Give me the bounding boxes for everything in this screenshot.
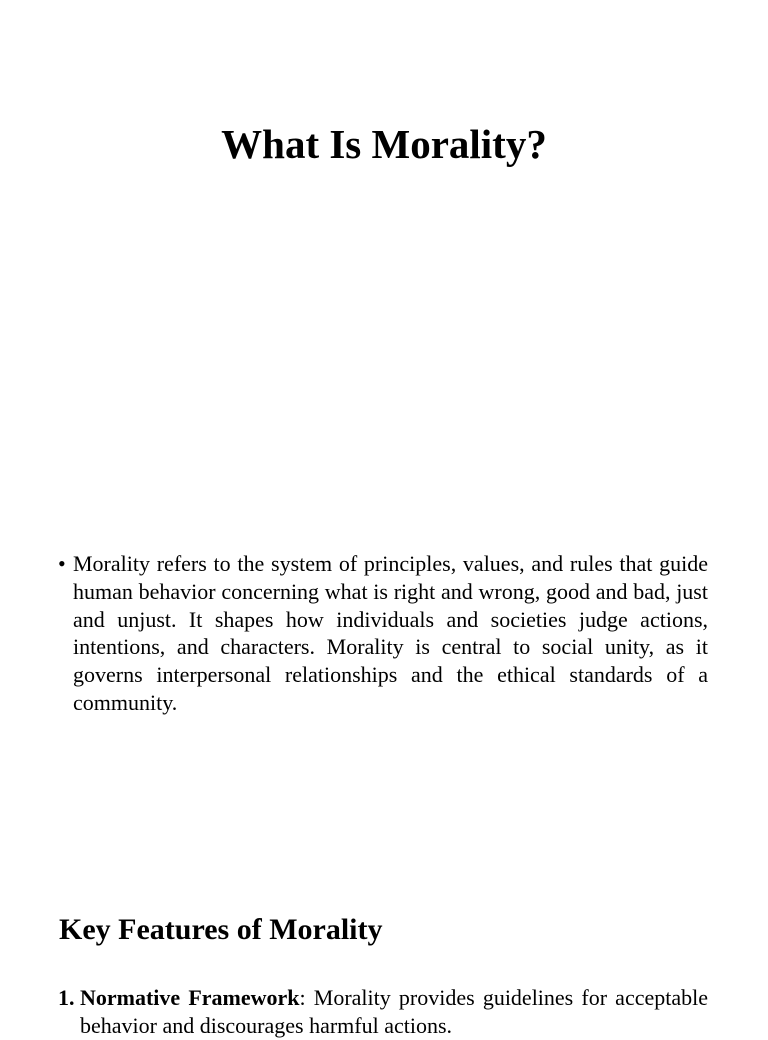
feature-term: Normative Framework [80,985,300,1010]
feature-separator: : [299,985,314,1010]
section-heading: Key Features of Morality [59,913,383,946]
feature-list-item [58,984,708,1040]
feature-number: 1. [58,985,75,1010]
intro-bullet-item [58,550,708,717]
page-title: What Is Morality? [221,121,547,167]
feature-description: Morality provides guidelines for acceptable behavior and discourages harmful actions. [80,985,708,1038]
intro-paragraph: Morality refers to the system of principles, values, and rules that guide human behavior concerning what is right and wrong, good and bad, just and unjust. It shapes how individuals and societies judge actions, intentions, and characters. Morality is central to social unity, as it governs interpersonal relationships and the ethical standards of a community. [73,551,708,715]
bullet-marker: • [58,551,66,576]
feature-text [80,984,708,1040]
